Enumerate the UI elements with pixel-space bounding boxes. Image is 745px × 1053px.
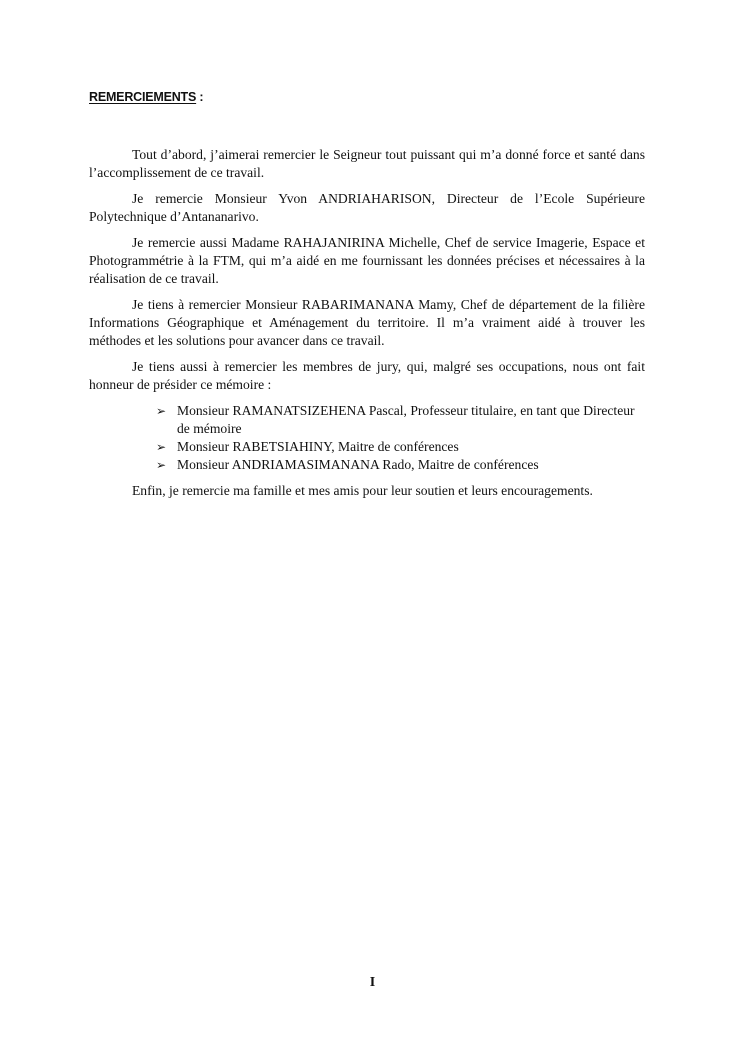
list-item [156,402,645,438]
jury-member: Monsieur ANDRIAMASIMANANA Rado, Maitre de conférences [177,457,539,472]
jury-list [89,402,645,474]
list-item [156,438,645,456]
document-body [89,146,645,508]
jury-member: Monsieur RABETSIAHINY, Maitre de conférences [177,439,459,454]
heading-colon: : [196,90,204,104]
page-number: I [369,975,376,990]
arrowhead-bullet-icon: ➢ [156,440,167,454]
paragraph-jury: Je tiens aussi à remercier les membres de jury, qui, malgré ses occupations, nous ont fait honneur de présider ce mémoire : [89,359,645,392]
paragraph-director: Je remercie Monsieur Yvon ANDRIAHARISON, Directeur de l’Ecole Supérieure Polytechnique d’Antananarivo. [89,191,645,224]
section-heading [89,90,203,104]
paragraph-ftm: Je remercie aussi Madame RAHAJANIRINA Michelle, Chef de service Imagerie, Espace et Photogrammétrie à la FTM, qui m’a aidé en me fournissant les données précises et nécessaires à la réalisation de ce travail. [89,235,645,286]
paragraph-closing: Enfin, je remercie ma famille et mes amis pour leur soutien et leurs encouragements. [132,483,593,498]
jury-member: Monsieur RAMANATSIZEHENA Pascal, Professeur titulaire, en tant que Directeur de mémoire [177,403,635,436]
heading-title: REMERCIEMENTS [89,90,197,104]
paragraph-department-head: Je tiens à remercier Monsieur RABARIMANANA Mamy, Chef de département de la filière Informations Géographique et Aménagement du territoire. Il m’a vraiment aidé à trouver les méthodes et les solutions pour avancer dans ce travail. [89,297,645,348]
arrowhead-bullet-icon: ➢ [156,404,167,418]
list-item [156,456,645,474]
arrowhead-bullet-icon: ➢ [156,458,167,472]
paragraph-intro: Tout d’abord, j’aimerai remercier le Seigneur tout puissant qui m’a donné force et santé dans l’accomplissement de ce travail. [89,147,645,180]
